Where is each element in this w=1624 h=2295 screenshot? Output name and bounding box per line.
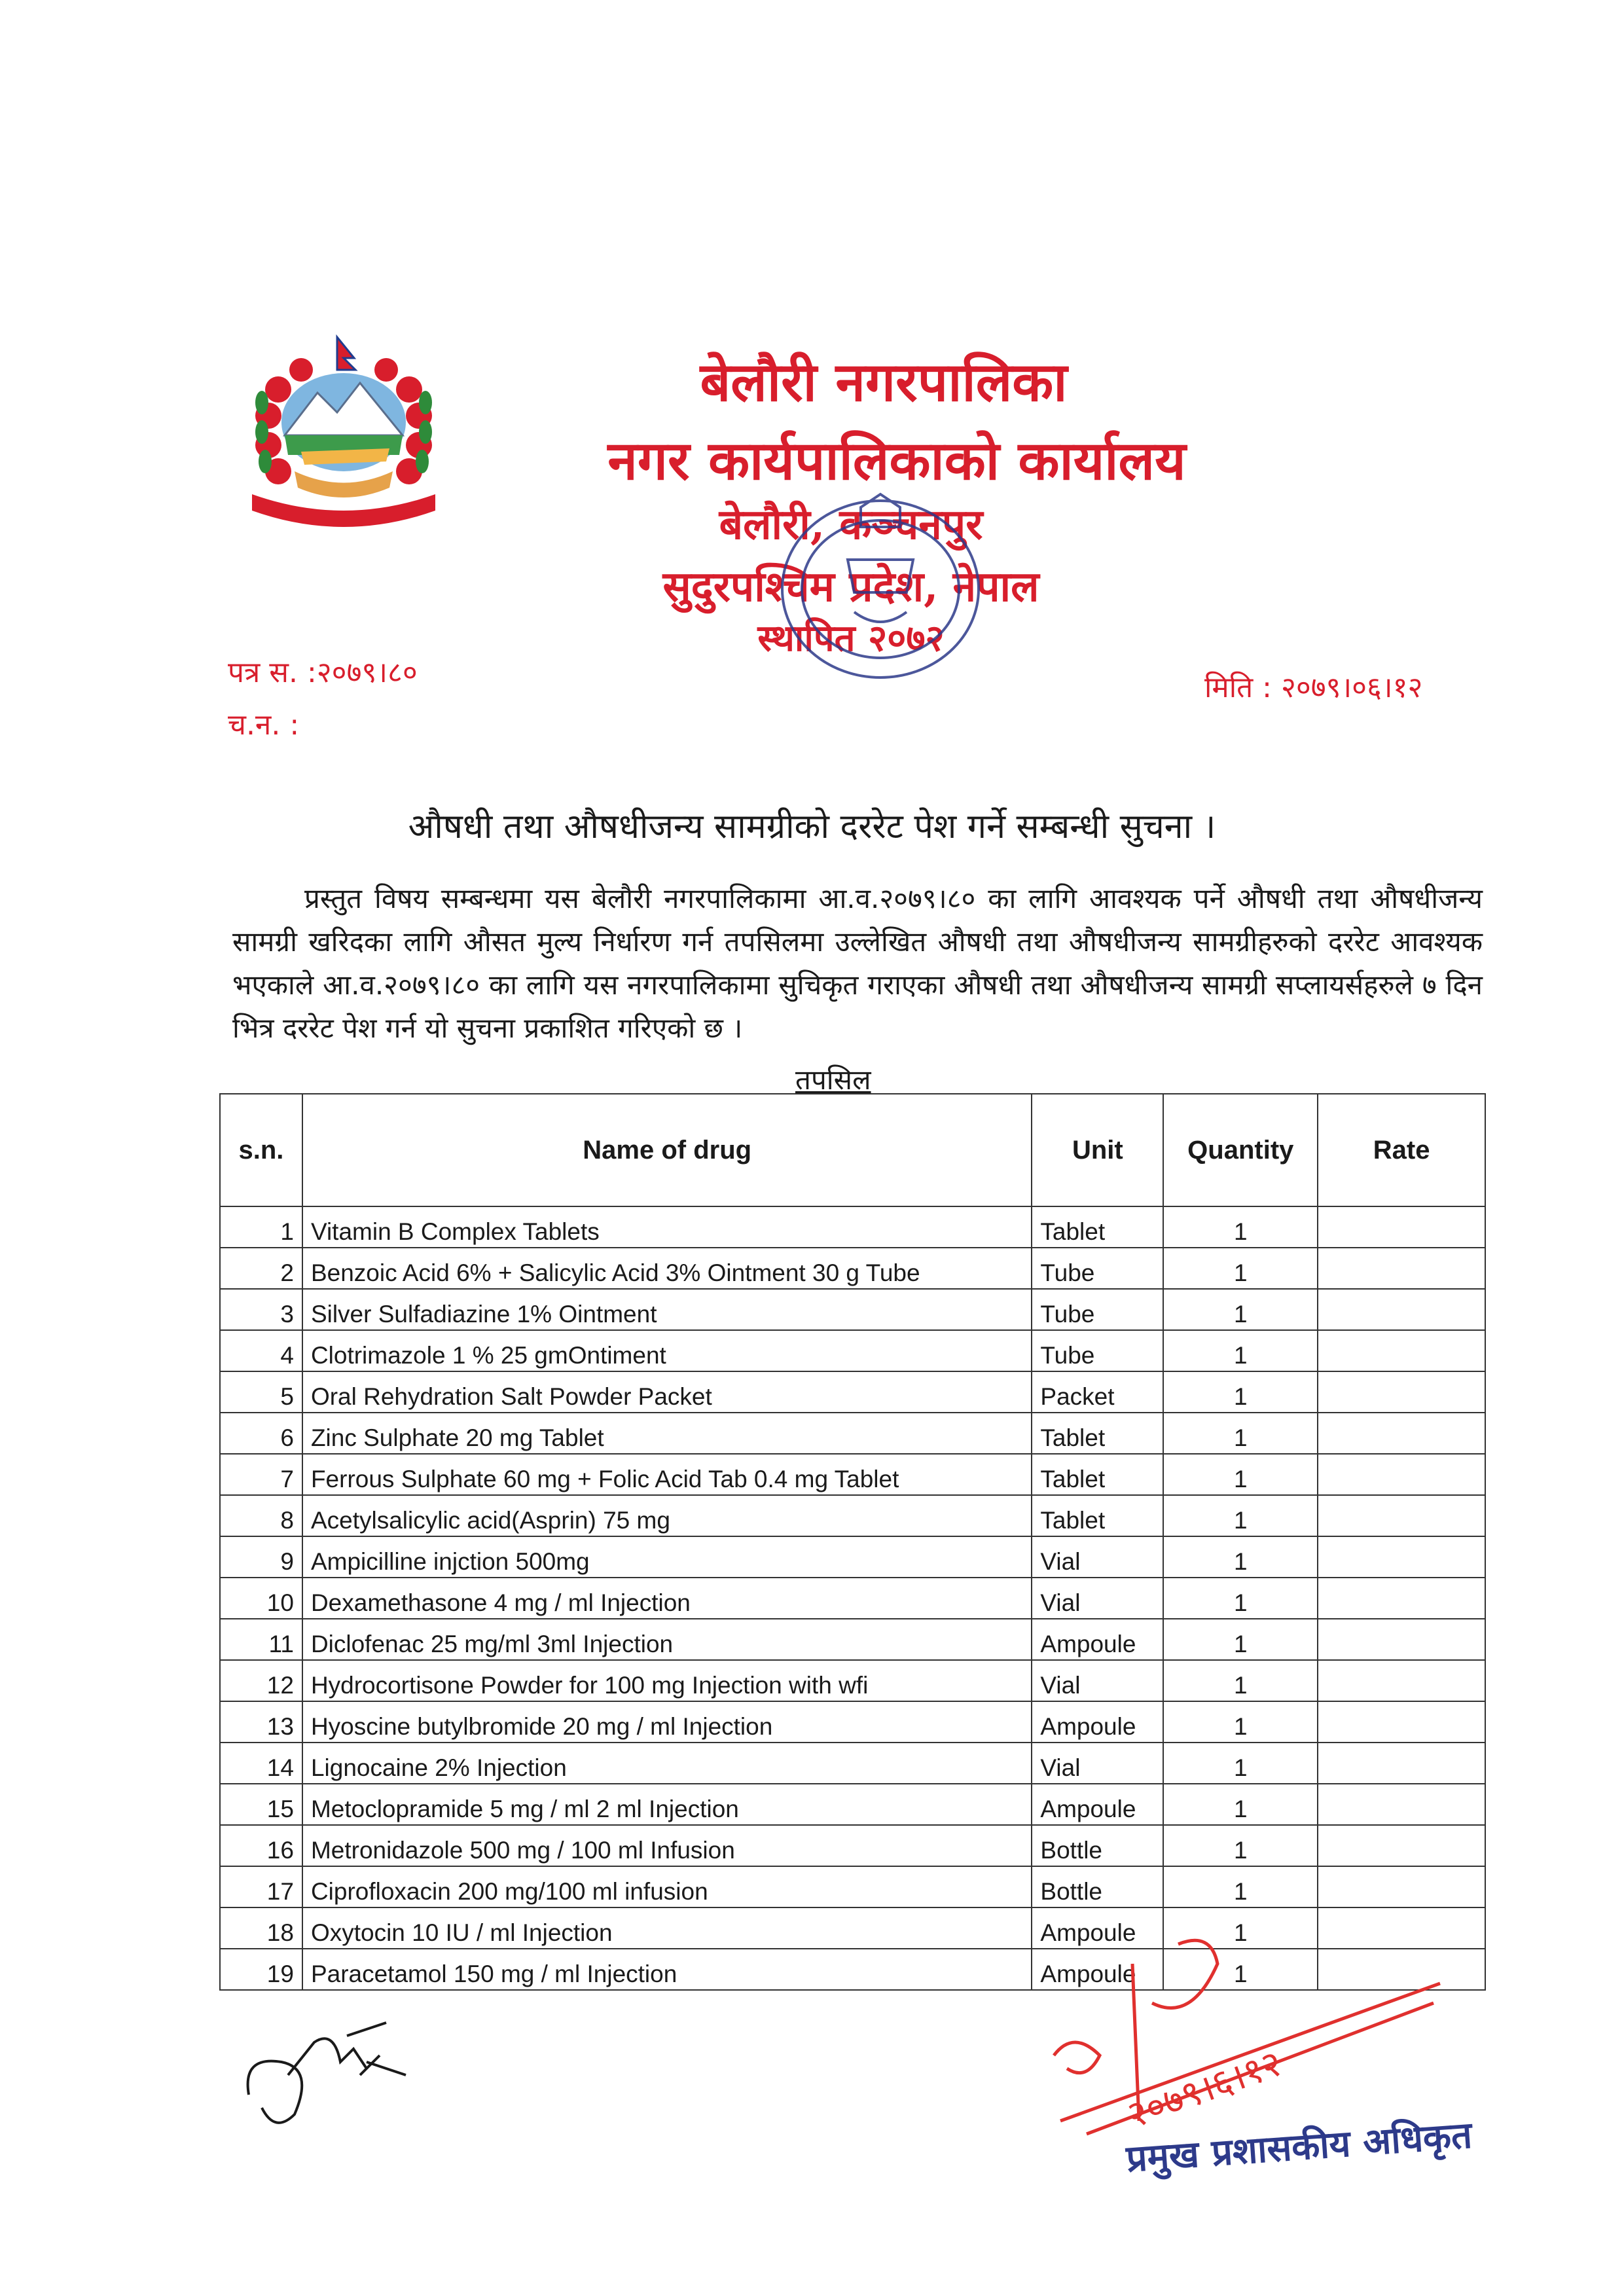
row-unit: Ampoule [1032,1701,1163,1743]
row-drug-name: Lignocaine 2% Injection [302,1743,1032,1784]
row-sn: 1 [220,1206,302,1248]
row-rate [1318,1536,1485,1578]
header-rate: Rate [1318,1094,1485,1206]
row-rate [1318,1825,1485,1866]
table-row [220,1784,1485,1825]
signature-left-icon [236,2016,419,2141]
office-stamp-icon [769,481,992,691]
row-unit: Bottle [1032,1825,1163,1866]
table-row [220,1413,1485,1454]
notice-body [232,877,1483,1050]
row-rate [1318,1248,1485,1289]
row-drug-name: Acetylsalicylic acid(Asprin) 75 mg [302,1495,1032,1536]
row-unit: Ampoule [1032,1907,1163,1949]
row-drug-name: Metoclopramide 5 mg / ml 2 ml Injection [302,1784,1032,1825]
row-quantity: 1 [1163,1289,1318,1330]
row-sn: 16 [220,1825,302,1866]
row-rate [1318,1866,1485,1907]
table-row [220,1495,1485,1536]
row-drug-name: Metronidazole 500 mg / 100 ml Infusion [302,1825,1032,1866]
row-sn: 4 [220,1330,302,1371]
row-sn: 13 [220,1701,302,1743]
row-sn: 11 [220,1619,302,1660]
office-name: नगर कार्यपालिकाको कार्यालय [607,429,1186,492]
table-row [220,1866,1485,1907]
row-quantity: 1 [1163,1413,1318,1454]
row-unit: Ampoule [1032,1619,1163,1660]
row-quantity: 1 [1163,1619,1318,1660]
row-quantity: 1 [1163,1248,1318,1289]
table-row [220,1371,1485,1413]
row-unit: Vial [1032,1536,1163,1578]
header-name: Name of drug [302,1094,1032,1206]
row-unit: Tablet [1032,1413,1163,1454]
table-header-row [220,1094,1485,1206]
row-unit: Tube [1032,1289,1163,1330]
table-row [220,1743,1485,1784]
row-quantity: 1 [1163,1536,1318,1578]
nepal-emblem-icon [239,331,448,527]
row-drug-name: Clotrimazole 1 % 25 gmOntiment [302,1330,1032,1371]
row-quantity: 1 [1163,1330,1318,1371]
row-sn: 19 [220,1949,302,1990]
row-drug-name: Hydrocortisone Powder for 100 mg Injection with wfi [302,1660,1032,1701]
row-drug-name: Oxytocin 10 IU / ml Injection [302,1907,1032,1949]
row-unit: Vial [1032,1578,1163,1619]
row-drug-name: Benzoic Acid 6% + Salicylic Acid 3% Ointment 30 g Tube [302,1248,1032,1289]
row-sn: 3 [220,1289,302,1330]
row-rate [1318,1743,1485,1784]
row-rate [1318,1371,1485,1413]
row-rate [1318,1660,1485,1701]
row-sn: 10 [220,1578,302,1619]
body-paragraph: प्रस्तुत विषय सम्बन्धमा यस बेलौरी नगरपालिकामा आ.व.२०७९।८० का लागि आवश्यक पर्ने औषधी तथा औषधीजन्य सामग्री खरिदका लागि औसत मुल्य निर्धारण गर्न तपसिलमा उल्लेखित औषधी तथा औषधीजन्य सामग्रीहरुको दररेट आवश्यक भएकाले आ.व.२०७९।८० का लागि यस नगरपालिकामा सुचिकृत गराएका औषधी तथा औषधीजन्य सामग्री सप्लायर्सहरुले ७ दिन भित्र दररेट पेश गर्न यो सुचना प्रकाशित गरिएको छ । [232,882,1483,1044]
row-drug-name: Ferrous Sulphate 60 mg + Folic Acid Tab 0.4 mg Tablet [302,1454,1032,1495]
office-address: बेलौरी, कञ्चनपुर [719,500,983,549]
row-sn: 5 [220,1371,302,1413]
table-row [220,1330,1485,1371]
table-row [220,1206,1485,1248]
row-rate [1318,1701,1485,1743]
row-sn: 18 [220,1907,302,1949]
row-sn: 8 [220,1495,302,1536]
established-line: स्थापित २०७२ [757,617,945,660]
row-unit: Packet [1032,1371,1163,1413]
row-unit: Tablet [1032,1454,1163,1495]
header-quantity: Quantity [1163,1094,1318,1206]
row-rate [1318,1578,1485,1619]
row-drug-name: Ciprofloxacin 200 mg/100 ml infusion [302,1866,1032,1907]
dispatch-number: च.न. : [228,708,300,742]
row-drug-name: Paracetamol 150 mg / ml Injection [302,1949,1032,1990]
row-unit: Bottle [1032,1866,1163,1907]
row-rate [1318,1495,1485,1536]
row-unit: Vial [1032,1743,1163,1784]
row-unit: Vial [1032,1660,1163,1701]
drug-table-body [220,1206,1485,1990]
row-sn: 6 [220,1413,302,1454]
row-quantity: 1 [1163,1578,1318,1619]
row-unit: Tube [1032,1248,1163,1289]
row-rate [1318,1206,1485,1248]
row-quantity: 1 [1163,1371,1318,1413]
notice-subject: औषधी तथा औषधीजन्य सामग्रीको दररेट पेश गर्ने सम्बन्धी सुचना । [408,807,1216,846]
drug-table [219,1093,1486,1991]
row-sn: 7 [220,1454,302,1495]
row-drug-name: Vitamin B Complex Tablets [302,1206,1032,1248]
row-unit: Tablet [1032,1206,1163,1248]
row-quantity: 1 [1163,1866,1318,1907]
row-drug-name: Diclofenac 25 mg/ml 3ml Injection [302,1619,1032,1660]
row-quantity: 1 [1163,1701,1318,1743]
table-row [220,1660,1485,1701]
row-rate [1318,1454,1485,1495]
header-unit: Unit [1032,1094,1163,1206]
header-sn: s.n. [220,1094,302,1206]
table-row [220,1536,1485,1578]
row-quantity: 1 [1163,1660,1318,1701]
municipality-name: बेलौरी नगरपालिका [700,351,1068,414]
table-row [220,1248,1485,1289]
province-line: सुदुरपश्चिम प्रदेश, नेपाल [662,562,1039,611]
row-unit: Ampoule [1032,1949,1163,1990]
row-unit: Tube [1032,1330,1163,1371]
row-sn: 9 [220,1536,302,1578]
row-rate [1318,1784,1485,1825]
table-row [220,1701,1485,1743]
row-quantity: 1 [1163,1743,1318,1784]
row-drug-name: Oral Rehydration Salt Powder Packet [302,1371,1032,1413]
letter-date: मिति : २०७९।०६।१२ [1204,671,1423,704]
handwritten-date: २०७९।६।१२ [1121,2042,1288,2137]
row-rate [1318,1619,1485,1660]
row-sn: 12 [220,1660,302,1701]
row-quantity: 1 [1163,1825,1318,1866]
row-drug-name: Hyoscine butylbromide 20 mg / ml Injection [302,1701,1032,1743]
row-sn: 14 [220,1743,302,1784]
row-quantity: 1 [1163,1454,1318,1495]
table-row [220,1619,1485,1660]
row-sn: 2 [220,1248,302,1289]
table-row [220,1454,1485,1495]
row-quantity: 1 [1163,1949,1318,1990]
annex-label: तपसिल [795,1064,871,1096]
table-row [220,1289,1485,1330]
row-drug-name: Silver Sulfadiazine 1% Ointment [302,1289,1032,1330]
row-unit: Ampoule [1032,1784,1163,1825]
row-drug-name: Dexamethasone 4 mg / ml Injection [302,1578,1032,1619]
row-rate [1318,1330,1485,1371]
row-sn: 15 [220,1784,302,1825]
row-rate [1318,1413,1485,1454]
row-sn: 17 [220,1866,302,1907]
reference-number: पत्र स. :२०७९।८० [228,656,418,689]
table-row [220,1825,1485,1866]
row-quantity: 1 [1163,1495,1318,1536]
table-row [220,1578,1485,1619]
officer-title: प्रमुख प्रशासकीय अधिकृत [1125,2113,1473,2181]
row-unit: Tablet [1032,1495,1163,1536]
row-quantity: 1 [1163,1907,1318,1949]
row-quantity: 1 [1163,1206,1318,1248]
row-drug-name: Ampicilline injction 500mg [302,1536,1032,1578]
row-quantity: 1 [1163,1784,1318,1825]
row-drug-name: Zinc Sulphate 20 mg Tablet [302,1413,1032,1454]
row-rate [1318,1289,1485,1330]
